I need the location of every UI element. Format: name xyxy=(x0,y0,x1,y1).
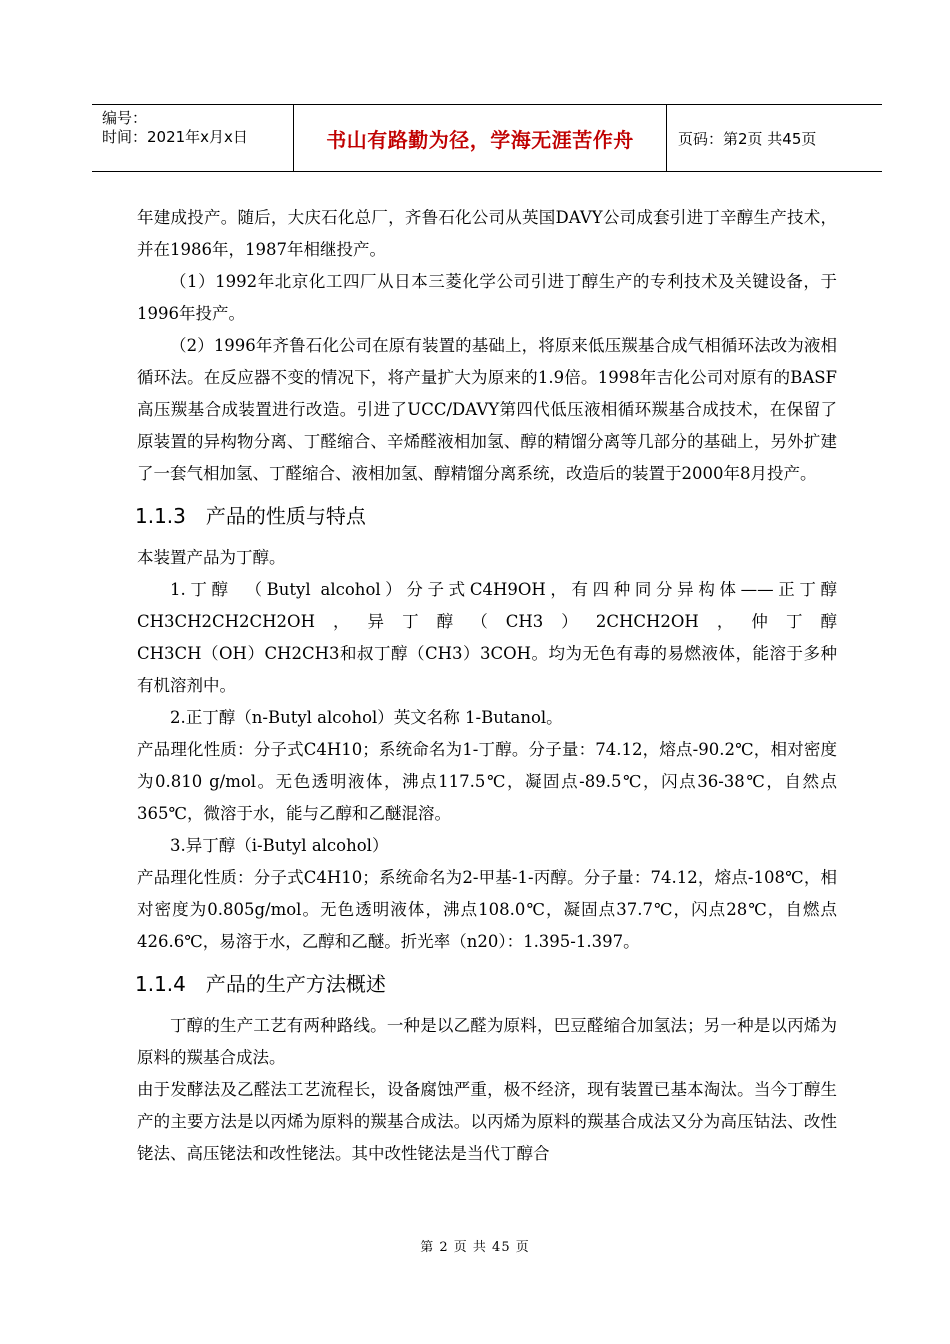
page-footer: 第 2 页 共 45 页 xyxy=(420,1240,530,1255)
document-body xyxy=(137,202,837,1170)
document-number-label: 编号： xyxy=(102,109,148,127)
header-page-number: 页码：第2页 共45页 xyxy=(678,129,817,148)
paragraph: 产品理化性质：分子式C4H10；系统命名为1-丁醇。分子量：74.12，熔点-90.2℃，相对密度为0.810 g/mol。无色透明液体，沸点117.5℃，凝固点-89.5℃，闪点36-38℃，自然点365℃，微溶于水，能与乙醇和乙醚混溶。 xyxy=(137,740,837,823)
document-time-label: 时间：2021年x月x日 xyxy=(102,128,248,146)
header-divider-right xyxy=(666,105,667,171)
paragraph: 年建成投产。随后，大庆石化总厂，齐鲁石化公司从英国DAVY公司成套引进丁辛醇生产技术，并在1986年，1987年相继投产。 xyxy=(137,208,837,259)
paragraph-line: 1.丁醇 （Butyl alcohol）分子式C4H9OH，有四种同分异构体——正丁醇 xyxy=(170,580,837,599)
paragraph: 丁醇的生产工艺有两种路线。一种是以乙醛为原料，巴豆醛缩合加氢法；另一种是以丙烯为原料的羰基合成法。 xyxy=(137,1016,837,1067)
section-heading-1-1-4: 1.1.4 产品的生产方法概述 xyxy=(135,972,386,996)
paragraph: 2.正丁醇（n-Butyl alcohol）英文名称 1-Butanol。 xyxy=(170,708,563,727)
paragraph-line: CH3CH（OH）CH2CH3和叔丁醇（CH3）3COH。均为无色有毒的易燃液体，能溶于多种有机溶剂中。 xyxy=(137,644,837,695)
paragraph: （1）1992年北京化工四厂从日本三菱化学公司引进丁醇生产的专利技术及关键设备，于1996年投产。 xyxy=(137,272,837,323)
paragraph: （2）1996年齐鲁石化公司在原有装置的基础上，将原来低压羰基合成气相循环法改为液相循环法。在反应器不变的情况下，将产量扩大为原来的1.9倍。1998年吉化公司对原有的BASF高压羰基合成装置进行改造。引进了UCC/DAVY第四代低压液相循环羰基合成技术，在保留了原装置的异构物分离、丁醛缩合、辛烯醛液相加氢、醇的精馏分离等几部分的基础上，另外扩建了一套气相加氢、丁醛缩合、液相加氢、醇精馏分离系统，改造后的装置于2000年8月投产。 xyxy=(137,336,837,483)
page-header xyxy=(92,104,882,172)
paragraph-line: CH3CH2CH2CH2OH，异丁醇（CH3）2CHCH2OH，仲丁醇 xyxy=(137,612,837,631)
header-meta xyxy=(102,109,292,147)
paragraph: 3.异丁醇（i-Butyl alcohol） xyxy=(170,836,389,855)
paragraph: 由于发酵法及乙醛法工艺流程长，设备腐蚀严重，极不经济，现有装置已基本淘汰。当今丁醇生产的主要方法是以丙烯为原料的羰基合成法。以丙烯为原料的羰基合成法又分为高压钴法、改性铑法、高压铑法和改性铑法。其中改性铑法是当代丁醇合 xyxy=(137,1080,837,1163)
paragraph: 产品理化性质：分子式C4H10；系统命名为2-甲基-1-丙醇。分子量：74.12，熔点-108℃，相对密度为0.805g/mol。无色透明液体，沸点108.0℃，凝固点37.7℃，闪点28℃，自燃点426.6℃，易溶于水，乙醇和乙醚。折光率（n20）：1.395-1.397。 xyxy=(137,868,837,951)
paragraph: 本装置产品为丁醇。 xyxy=(137,548,286,567)
header-motto: 书山有路勤为径，学海无涯苦作舟 xyxy=(326,127,634,152)
section-heading-1-1-3: 1.1.3 产品的性质与特点 xyxy=(135,504,366,528)
